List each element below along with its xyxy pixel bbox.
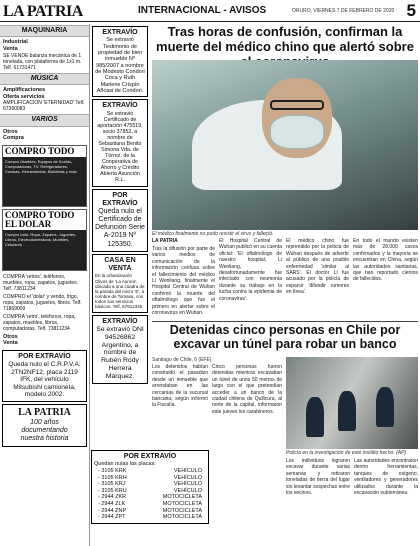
lost-plates-box <box>91 450 209 524</box>
story1-column-2: El Hospital Central de Wuhan publicó en su cuenta oficial: 'El oftalmólogo de nuestro hospital, Li Wenliang, desafortunadamente fue infectado con neumonía durante su trabajo en la lucha contra la epidemia de coronavirus'. <box>219 238 282 302</box>
plate-number: - 3105 KRH <box>98 474 127 481</box>
box-body: Queda nulo el C.R.P.V.A: 2TN2NF12, placa 2119 IFK, del vehículo Mitsubishi camioneta, modelo 2002. <box>8 361 81 399</box>
notice-box <box>92 99 148 186</box>
plate-row <box>94 508 206 515</box>
masthead <box>0 0 420 22</box>
plate-vehicle-type: MOTOCICLETA <box>162 507 202 514</box>
plate-row <box>94 481 206 488</box>
category-maquinaria: MAQUINARIA <box>0 25 89 37</box>
classified-ad <box>0 293 89 313</box>
story2-column-3: Los individuos lograron excavar durante varias semanas y retiraron toneladas de tierra del lugar sin levantar sospechas entre los vecinos. <box>286 458 350 496</box>
plate-number: - 3105 KRJ <box>98 481 126 488</box>
plate-vehicle-type: VEHÍCULO <box>173 467 202 474</box>
plate-vehicle-type: MOTOCICLETA <box>162 514 202 521</box>
figure-shape <box>306 397 324 437</box>
story2-column-4: Las autoridades encontraron dentro herramientas, tanques de oxígeno, ventiladores y generadores utilizados durante la excavación subterránea. <box>354 458 418 496</box>
story2-headline: Detenidas cinco personas en Chile por excavar un túnel para robar un banco <box>169 323 401 352</box>
plate-number: - 3105 KRK <box>98 467 127 474</box>
notice-box <box>92 26 148 97</box>
ad-title: Otros <box>3 333 18 340</box>
plate-vehicle-type: MOTOCICLETA <box>162 494 202 501</box>
ad-body: COMPRA 'retro', teléfonos, ropa, zapatos, muebles, libros, computadoras. <box>3 313 76 332</box>
image-ad-text: Compro todo: Ropa, Zapatos, Juguetes, Libros, Electrodomésticos, Muebles, Celulares <box>5 231 77 248</box>
notice-box <box>92 315 148 384</box>
box-title: POR EXTRAVÍO <box>18 352 71 360</box>
image-ad-heading: COMPRO TODO <box>3 146 86 157</box>
story1-caption: El médico finalmente no pudo resistir el virus y falleció. <box>152 231 274 237</box>
ad-body: SE VENDE balanza mecánica de 1 tonelada, con plataforma de 1x1 m. <box>3 52 82 65</box>
plate-vehicle-type: VEHÍCULO <box>173 474 202 481</box>
box-body: Queda nulo el Certificado de Defunción Serie A-2019 Nº 125350. <box>95 208 145 248</box>
section-title: INTERNACIONAL - AVISOS <box>138 5 267 16</box>
section-divider <box>152 321 418 322</box>
plate-vehicle-type: VEHÍCULO <box>173 487 202 494</box>
story2-caption: Policía en la investigación de este insólito hecho. (AP) <box>286 450 407 456</box>
story1-photo <box>152 60 418 230</box>
story2-photo <box>286 357 418 449</box>
plate-row <box>94 501 206 508</box>
plate-vehicle-type: MOTOCICLETA <box>162 500 202 507</box>
notice-box <box>92 189 148 252</box>
story1-kicker: LA PATRIA <box>152 238 178 244</box>
story2-column-2: Los detenidos habían construido el pasadizo desde un inmueble que arrendaban en las cercanías de la sucursal bancaria, según informó la Fiscalía. <box>152 364 208 409</box>
plate-row <box>94 468 206 475</box>
page-number: 5 <box>406 1 416 20</box>
promo-line: nuestra historia <box>20 435 69 443</box>
box-title: POR EXTRAVÍO <box>102 191 138 207</box>
ad-phone: Telf. 71869009 <box>3 299 82 312</box>
classified-ad-maquinaria <box>0 38 89 71</box>
ad-phone: Telf. 61731471 <box>3 64 36 71</box>
category-varios: VARIOS <box>0 114 89 126</box>
box-title: EXTRAVÍO <box>102 29 138 36</box>
box-title: CASA EN VENTA <box>104 256 136 272</box>
box-body: Se extravió DNI 94526862 Argentino, a nombre de Rubén Rody Herrera Márquez. <box>96 325 144 380</box>
box-title: POR EXTRAVÍO <box>123 453 177 460</box>
plate-vehicle-type: VEHÍCULO <box>173 481 202 488</box>
plate-row <box>94 488 206 495</box>
promo-logo: LA PATRIA <box>18 406 71 418</box>
classified-ad <box>0 313 89 333</box>
ad-title: Amplificaciones <box>3 86 46 93</box>
classified-ad-musica <box>0 86 89 113</box>
ad-body: COMPRA 'retros', teléfonos, muebles, ropa, zapatos, juguetes. <box>3 273 79 286</box>
story2-column-1: Cinco personas fueron detenidas mientras excavaban un túnel de unos 50 metros de largo con el que pretendían acceder a un banco de la ciudad chilena de Quilicura, al norte de la capital, informaron este jueves los carabineros. <box>212 364 282 415</box>
plate-number: - 2944 ZPT <box>98 514 126 521</box>
ad-subtitle: Compra <box>3 135 24 142</box>
image-ad-compro-dolar <box>2 209 87 271</box>
classified-ad-otros-compra <box>0 128 89 143</box>
box-title: EXTRAVÍO <box>102 317 138 325</box>
box-body: Se extravió Testimonio de propiedad de bien inmueble Nº 985/2007 a nombre de Modesto Condori Coca y Ruth Marlene Crispín Añcasi de Condori. <box>95 37 145 94</box>
story1-column-3: El médico chino fue reprendido por la policía de Wuhan después de advertir al público de una posible enfermedad 'similar al SARS'. El doctor Li fue acusado por la policía de esparcir 'difundir rumores en línea'. <box>286 238 349 296</box>
plate-row <box>94 494 206 501</box>
plate-number: - 2944 ZLK <box>98 500 126 507</box>
box-title: EXTRAVÍO <box>102 102 138 110</box>
image-ad-heading: COMPRO TODO EL DOLAR <box>3 210 86 230</box>
box-body: Se extravió Certificado de aportación 475519, socio 37852, a nombre de Sebastiana Benito Simona Vda. de Tórrez, de la Cooperativa de Ahorro y Crédito Abierta Asunción R.L. <box>97 110 143 184</box>
ad-subtitle: Venta <box>3 45 18 52</box>
newspaper-logo: LA PATRIA <box>3 3 83 20</box>
classified-ad <box>0 273 89 293</box>
ad-title: Otros <box>3 128 18 135</box>
story1-column-1: Tras la difusión por parte de varios medios de comunicación de la información confusa sobre el fallecimiento del médico Li Wenliang, finalmente el Hospital Central de Wuhan confirmó la muerte del oftalmólogo que fue el primero en alertar sobre el coronavirus en Wuhan. <box>152 246 215 316</box>
ad-subtitle: Oferta servicios <box>3 93 45 100</box>
story1-column-4: En todo el mundo existen más de 28.000 casos confirmados y la mayoría se encuentran en China, según las autoridades sanitarias, que han reportado cientos de fallecidos. <box>353 238 418 283</box>
box-lead: Quedan nulas las placas: <box>94 461 156 468</box>
classifieds-column <box>0 24 90 546</box>
lost-document-box <box>2 350 87 402</box>
oxygen-mask-shape <box>270 115 324 149</box>
ad-subtitle: Venta <box>3 340 18 347</box>
dateline: ORURO, VIERNES 7 DE FEBRERO DE 2020 <box>292 8 395 14</box>
classified-ad-otros-venta <box>0 333 89 348</box>
notice-box <box>92 254 148 313</box>
promo-box <box>2 404 87 447</box>
plate-number: - 2944 ZNP <box>98 507 127 514</box>
category-musica: MÚSICA <box>0 73 89 85</box>
ad-body: COMPRO el 'dolar' y vendo, frigo, ropa, zapatos, juguetes, libros. <box>3 293 78 306</box>
plate-number: - 2944 ZKR <box>98 494 127 501</box>
ad-title: Industrial <box>3 39 28 46</box>
figure-shape <box>376 387 394 427</box>
promo-line: documentando <box>21 427 68 435</box>
glasses-shape <box>270 100 324 110</box>
image-ad-text: Compro Muebles, Equipos de Sonido, Computadoras, TV, Refrigeradores, Cocinas, Herramientas, Bicicletas y más <box>5 158 77 175</box>
ad-phone: Telf. 73811234 <box>3 285 36 292</box>
plate-list <box>94 468 206 521</box>
plate-row <box>94 514 206 521</box>
figure-shape <box>338 391 356 431</box>
box-body: En la urbanización Olivos de 'La Aurora', ubicada a una cuadra de la parada del micro 'E', a nombre de Tomasa, con todos sus servicios básicos. Telf. 67912345 <box>95 273 145 310</box>
ad-body: AMPLIFICACION 'ETERNIDAD' Telf. 67390083 <box>3 100 85 113</box>
story1-headline: Tras horas de confusión, confirman la muerte del médico chino que alertó sobre <box>156 24 414 54</box>
promo-line: 100 años <box>30 418 59 426</box>
ad-phone: Telf. 73811234 <box>37 325 70 332</box>
plate-number: - 3105 KRU <box>98 487 127 494</box>
image-ad-compro-todo <box>2 145 87 207</box>
story2-byline: Santiago de Chile, 6 (EFE) <box>152 357 212 363</box>
